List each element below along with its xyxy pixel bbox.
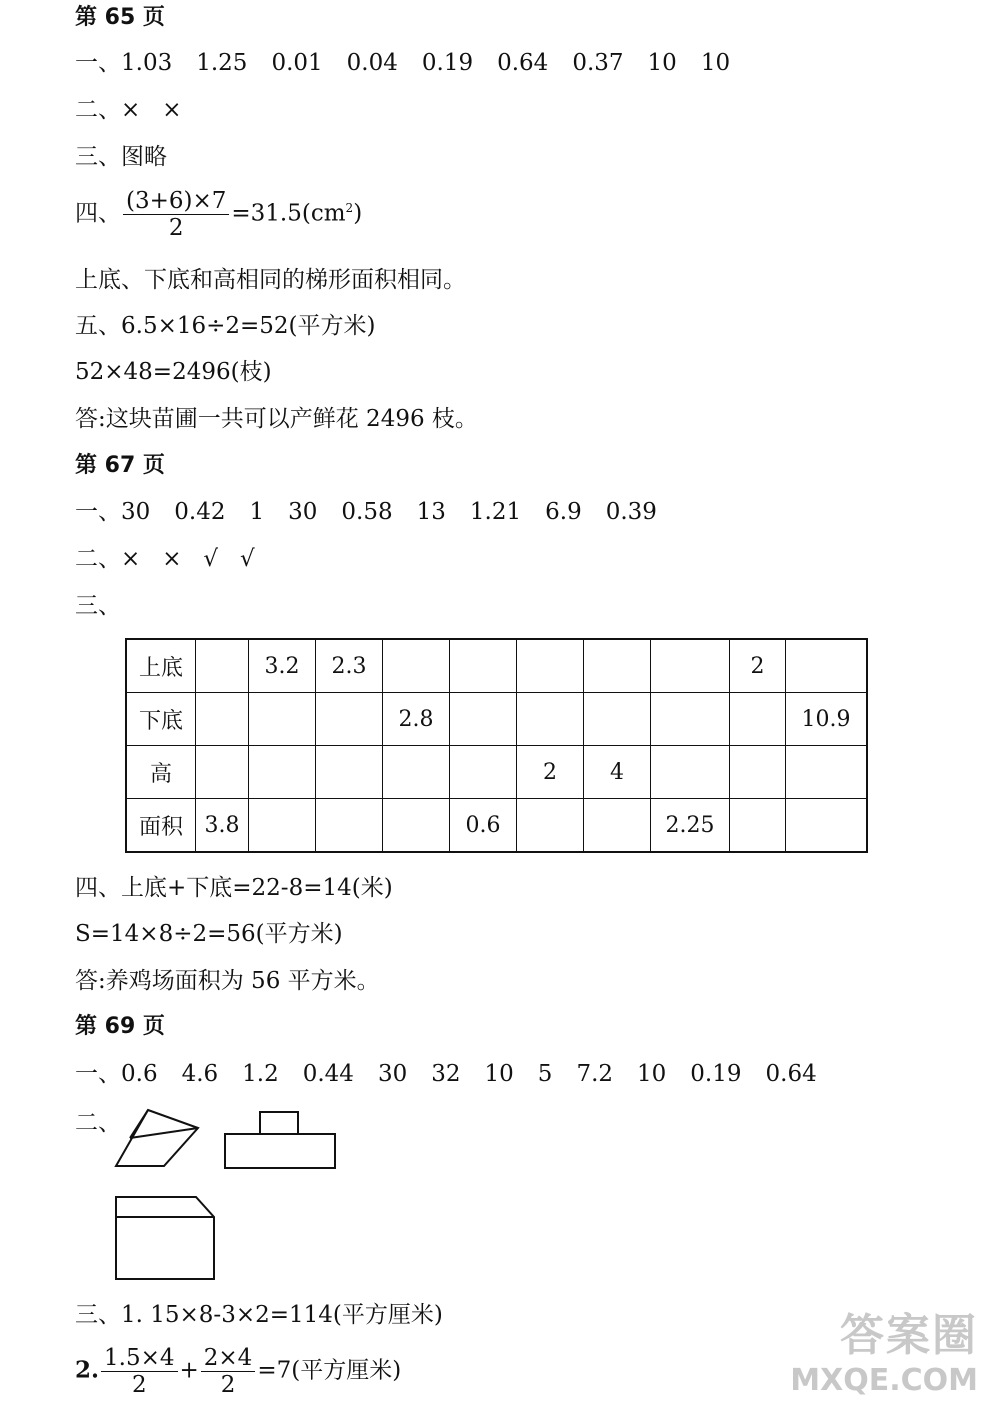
answer-value: 10 <box>647 50 677 76</box>
p65-q4 <box>75 188 362 241</box>
table-cell <box>450 693 517 746</box>
table-cell: 3.2 <box>249 639 316 693</box>
table-cell <box>249 746 316 799</box>
answer-value: 1.21 <box>469 499 522 525</box>
p65-q2: 二、× × <box>75 97 182 123</box>
p65-q5-answer: 答:这块苗圃一共可以产鲜花 2496 枝。 <box>75 406 478 432</box>
p69-q3-line2 <box>75 1345 401 1398</box>
table-cell: 2 <box>730 639 786 693</box>
page-69-heading: 第 69 页 <box>75 1014 165 1039</box>
fraction-denominator: 2 <box>168 215 184 241</box>
parallelogram-drawing <box>110 1108 210 1170</box>
p65-q3: 三、图略 <box>75 144 167 170</box>
table-cell: 2 <box>517 746 584 799</box>
table-cell <box>383 799 450 853</box>
fraction <box>123 188 229 241</box>
answer-value: 1.2 <box>242 1061 279 1087</box>
watermark-url: MXQE.COM <box>790 1363 978 1398</box>
answer-value: 0.58 <box>341 499 393 525</box>
page-65-heading: 第 65 页 <box>75 5 165 30</box>
table-cell <box>517 799 584 853</box>
answer-value: 10 <box>700 50 731 76</box>
table-cell: 3.8 <box>196 799 249 853</box>
close-paren: ) <box>353 200 363 227</box>
table-cell <box>651 639 730 693</box>
answer-value: 6.9 <box>545 499 582 525</box>
p65-q5-line2: 52×48=2496(枝) <box>75 359 272 385</box>
table-cell: 0.6 <box>450 799 517 853</box>
p67-q4-answer: 答:养鸡场面积为 56 平方米。 <box>75 968 380 994</box>
answer-value: 30 <box>121 499 151 525</box>
p67-q3: 三、 <box>75 593 121 619</box>
q4-result: =31.5(cm <box>231 200 346 227</box>
p67-q4-line1: 四、上底+下底=22-8=14(米) <box>75 875 393 901</box>
watermark <box>790 1299 978 1398</box>
table-cell <box>316 693 383 746</box>
p67-q4-line2: S=14×8÷2=56(平方米) <box>75 921 343 947</box>
answer-value: 1 <box>249 499 265 525</box>
superscript: 2 <box>345 200 354 215</box>
table-cell <box>316 799 383 853</box>
table-cell <box>196 693 249 746</box>
answer-value: 7.2 <box>576 1061 614 1087</box>
table-cell <box>651 693 730 746</box>
answer-value: 10 <box>637 1061 667 1087</box>
p67-q1 <box>75 497 681 527</box>
q3-result: =7(平方厘米) <box>257 1357 402 1384</box>
answer-value: 5 <box>537 1061 553 1087</box>
table-cell: 2.25 <box>651 799 730 853</box>
table-cell <box>450 746 517 799</box>
table-row-header: 下底 <box>126 693 196 746</box>
table-cell <box>450 639 517 693</box>
table-cell <box>584 639 651 693</box>
table-cell <box>517 693 584 746</box>
item-label: 2. <box>75 1356 100 1384</box>
answer-value: 0.37 <box>572 50 624 76</box>
answer-value: 0.04 <box>346 50 398 76</box>
table-cell <box>651 746 730 799</box>
fraction-numerator: (3+6)×7 <box>123 188 229 215</box>
table-cell <box>196 639 249 693</box>
q4-prefix: 四、 <box>75 200 121 227</box>
table-row <box>126 746 867 799</box>
p69-q1 <box>75 1059 841 1089</box>
answer-value: 0.64 <box>497 50 549 76</box>
q1-prefix: 一、 <box>75 1061 121 1087</box>
pentagon-box-drawing <box>110 1193 220 1285</box>
fraction-denominator: 2 <box>131 1372 147 1398</box>
answer-value: 30 <box>288 499 318 525</box>
table-cell <box>196 746 249 799</box>
table-cell <box>584 693 651 746</box>
table-row-header: 高 <box>126 746 196 799</box>
block-shape-drawing <box>222 1110 340 1172</box>
p69-q3-line1: 三、1. 15×8-3×2=114(平方厘米) <box>75 1302 443 1328</box>
table-cell <box>383 639 450 693</box>
p69-q2: 二、 <box>75 1110 121 1136</box>
table-row-header: 上底 <box>126 639 196 693</box>
q1-prefix: 一、 <box>75 50 121 76</box>
p65-q1 <box>75 48 754 78</box>
fraction-denominator: 2 <box>220 1372 236 1398</box>
table-cell <box>730 693 786 746</box>
p65-q4-note: 上底、下底和高相同的梯形面积相同。 <box>75 267 466 293</box>
table-cell <box>383 746 450 799</box>
p65-q5-line1: 五、6.5×16÷2=52(平方米) <box>75 313 376 339</box>
table-cell: 4 <box>584 746 651 799</box>
table-row-header: 面积 <box>126 799 196 853</box>
fraction-numerator: 1.5×4 <box>101 1345 177 1372</box>
answer-value: 30 <box>377 1061 408 1087</box>
answer-value: 0.42 <box>174 499 226 525</box>
answer-value: 32 <box>431 1061 461 1087</box>
fraction-numerator: 2×4 <box>201 1345 256 1372</box>
fraction <box>201 1345 256 1398</box>
answer-value: 0.39 <box>605 499 657 525</box>
answer-value: 0.19 <box>690 1061 742 1087</box>
answer-value: 0.64 <box>765 1061 817 1087</box>
answer-value: 1.03 <box>121 50 173 76</box>
table-cell <box>249 799 316 853</box>
table-cell <box>316 746 383 799</box>
table-cell <box>730 746 786 799</box>
table-cell <box>786 639 868 693</box>
answer-value: 0.6 <box>121 1061 158 1087</box>
table-row <box>126 799 867 853</box>
table-cell <box>584 799 651 853</box>
answer-value: 0.44 <box>302 1061 354 1087</box>
q1-prefix: 一、 <box>75 499 121 525</box>
answer-value: 4.6 <box>181 1061 219 1087</box>
table-cell <box>730 799 786 853</box>
answer-value: 1.25 <box>196 50 248 76</box>
plus-sign: + <box>179 1357 199 1384</box>
table-row <box>126 693 867 746</box>
table-cell <box>249 693 316 746</box>
trapezoid-table <box>125 638 868 853</box>
answer-value: 10 <box>484 1061 514 1087</box>
table-cell <box>786 746 868 799</box>
fraction <box>101 1345 177 1398</box>
table-cell <box>786 799 868 853</box>
answer-value: 0.19 <box>421 50 474 76</box>
answer-value: 0.01 <box>271 50 323 76</box>
table-cell: 2.3 <box>316 639 383 693</box>
page-67-heading: 第 67 页 <box>75 453 165 478</box>
table-row <box>126 639 867 693</box>
table-cell: 10.9 <box>786 693 868 746</box>
watermark-logo: 答案圈 <box>840 1310 978 1361</box>
table-cell <box>517 639 584 693</box>
table-cell: 2.8 <box>383 693 450 746</box>
p67-q2: 二、× × √ √ <box>75 546 255 572</box>
answer-value: 13 <box>416 499 446 525</box>
